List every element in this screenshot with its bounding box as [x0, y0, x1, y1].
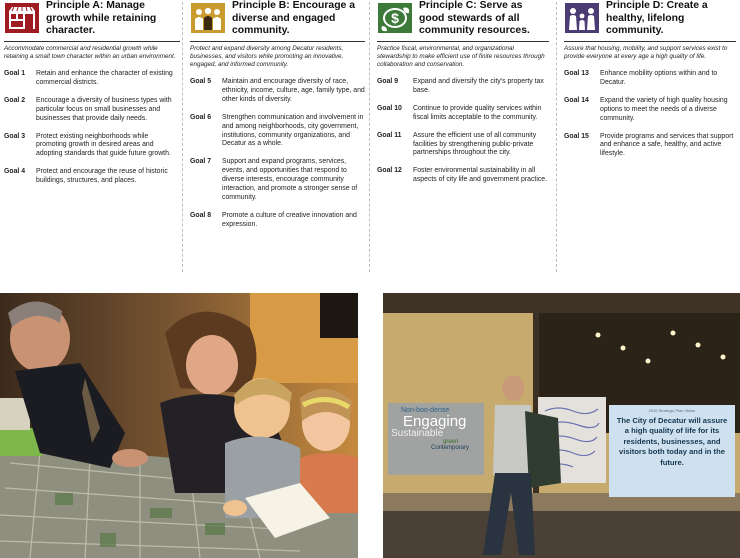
principle-d-column — [564, 0, 736, 275]
goal-label: Goal 3 — [4, 132, 26, 140]
title-rule — [564, 41, 736, 42]
goal-label: Goal 2 — [4, 96, 26, 104]
goal-text: Strengthen communication and involvement in and among neighborhoods, city government, institutions, community organizations, and Decatur as a whole. — [222, 113, 364, 148]
goal-label: Goal 6 — [190, 113, 212, 121]
storefront-icon — [4, 2, 40, 34]
goal-text: Encourage a diversity of business types with particular focus on small businesses and businesses that provide daily needs. — [36, 96, 172, 122]
vision-poster-header: 2010 Strategic Plan Vision — [648, 408, 696, 413]
word-cloud-term: Contemporary — [431, 445, 470, 451]
title-rule — [377, 41, 549, 42]
principle-title: Principle C: Serve as good stewards of all community resources. — [419, 0, 530, 36]
svg-text:$: $ — [391, 10, 399, 26]
goal-label: Goal 10 — [377, 104, 402, 112]
goal-item — [377, 132, 549, 159]
word-cloud-term: green — [443, 439, 459, 445]
title-rule — [4, 41, 180, 42]
goal-label: Goal 15 — [564, 132, 589, 140]
goal-text: Provide programs and services that support and enhance a safe, healthy, and active lifestyle. — [600, 132, 734, 158]
goal-text: Expand the variety of high quality housing options to meet the needs of a diverse community. — [600, 96, 728, 122]
goal-item — [4, 133, 180, 160]
people-icon — [190, 2, 226, 34]
goal-item — [377, 167, 549, 185]
family-icon — [564, 2, 600, 34]
goal-text: Enhance mobility options within and to Decatur. — [600, 70, 718, 86]
principle-a-column — [0, 0, 180, 275]
vision-poster — [609, 405, 735, 497]
goal-text: Promote a culture of creative innovation and expression. — [222, 211, 357, 228]
goal-text: Foster environmental sustainability in all aspects of city life and government practice. — [413, 167, 548, 184]
photo-community-map — [0, 293, 358, 558]
goal-text: Support and expand programs, services, events, and opportunities that respond to diverse interests, encourage community interaction, and promote a stronger sense of community. — [222, 158, 358, 201]
vision-statement: The City of Decatur will assure a high quality of life for its residents, businesses, and visitors both today and in the future. — [616, 416, 728, 467]
goal-label: Goal 11 — [377, 131, 402, 139]
word-cloud-term: Sustainable — [391, 428, 444, 439]
principle-c-column — [377, 0, 549, 275]
principle-description: Protect and expand diversity among Decatur residents, businesses, and visitors while promoting an innovative, engaged, and informed community. — [190, 45, 344, 68]
principle-b-column — [190, 0, 365, 275]
word-cloud-term: Engaging — [403, 413, 467, 430]
principle-description: Assure that housing, mobility, and support services exist to provide everyone at every age a high quality of life. — [564, 45, 728, 60]
goal-item — [564, 133, 736, 160]
column-divider — [182, 2, 183, 272]
goal-label: Goal 12 — [377, 167, 402, 175]
word-cloud-term: Non-boo-dense — [401, 407, 450, 414]
goal-item — [377, 105, 549, 123]
goal-label: Goal 7 — [190, 158, 212, 166]
principle-title: Principle B: Encourage a diverse and engaged community. — [232, 0, 355, 36]
goal-item — [190, 114, 365, 150]
goal-item — [4, 97, 180, 124]
goal-item — [377, 78, 549, 96]
goal-label: Goal 8 — [190, 211, 212, 219]
goal-item — [564, 97, 736, 124]
goal-label: Goal 4 — [4, 168, 26, 176]
goal-text: Continue to provide quality services within fiscal limits acceptable to the community. — [413, 104, 542, 121]
title-rule — [190, 41, 365, 42]
goal-label: Goal 13 — [564, 70, 589, 77]
goal-item — [4, 168, 180, 186]
goal-text: Expand and diversify the city’s property tax base. — [413, 78, 544, 94]
principle-title: Principle A: Manage growth while retaining character. — [46, 0, 157, 36]
goal-item — [564, 70, 736, 88]
goal-label: Goal 9 — [377, 78, 399, 85]
principle-description: Practice fiscal, environmental, and organizational stewardship to make efficient use of finite resources through collaboration and conservation. — [377, 45, 545, 68]
goal-item — [190, 158, 365, 203]
money-leaf-icon — [377, 2, 413, 34]
goal-text: Protect and encourage the reuse of historic buildings, structures, and places. — [36, 168, 168, 185]
goal-label: Goal 5 — [190, 78, 212, 85]
goal-label: Goal 1 — [4, 70, 26, 77]
goal-item — [190, 212, 365, 230]
goal-text: Retain and enhance the character of existing commercial districts. — [36, 70, 173, 86]
goal-text: Maintain and encourage diversity of race, ethnicity, income, culture, age, family type, and other kinds of diversity. — [222, 78, 365, 103]
goal-text: Assure the efficient use of all community facilities by strengthening public-private partnerships throughout the city. — [413, 131, 537, 157]
word-cloud — [391, 407, 481, 473]
goal-text: Protect existing neighborhoods while promoting growth in desired areas and adopting standards that guide future growth. — [36, 132, 171, 158]
principle-title: Principle D: Create a healthy, lifelong community. — [606, 0, 708, 36]
column-divider — [369, 2, 370, 272]
goal-label: Goal 14 — [564, 96, 589, 104]
goal-item — [4, 70, 180, 88]
photo-storefront-vision — [383, 293, 740, 558]
column-divider — [556, 2, 557, 272]
goal-item — [190, 78, 365, 105]
principle-description: Accommodate commercial and residential growth while retaining a small town character within an urban environment. — [4, 45, 176, 60]
